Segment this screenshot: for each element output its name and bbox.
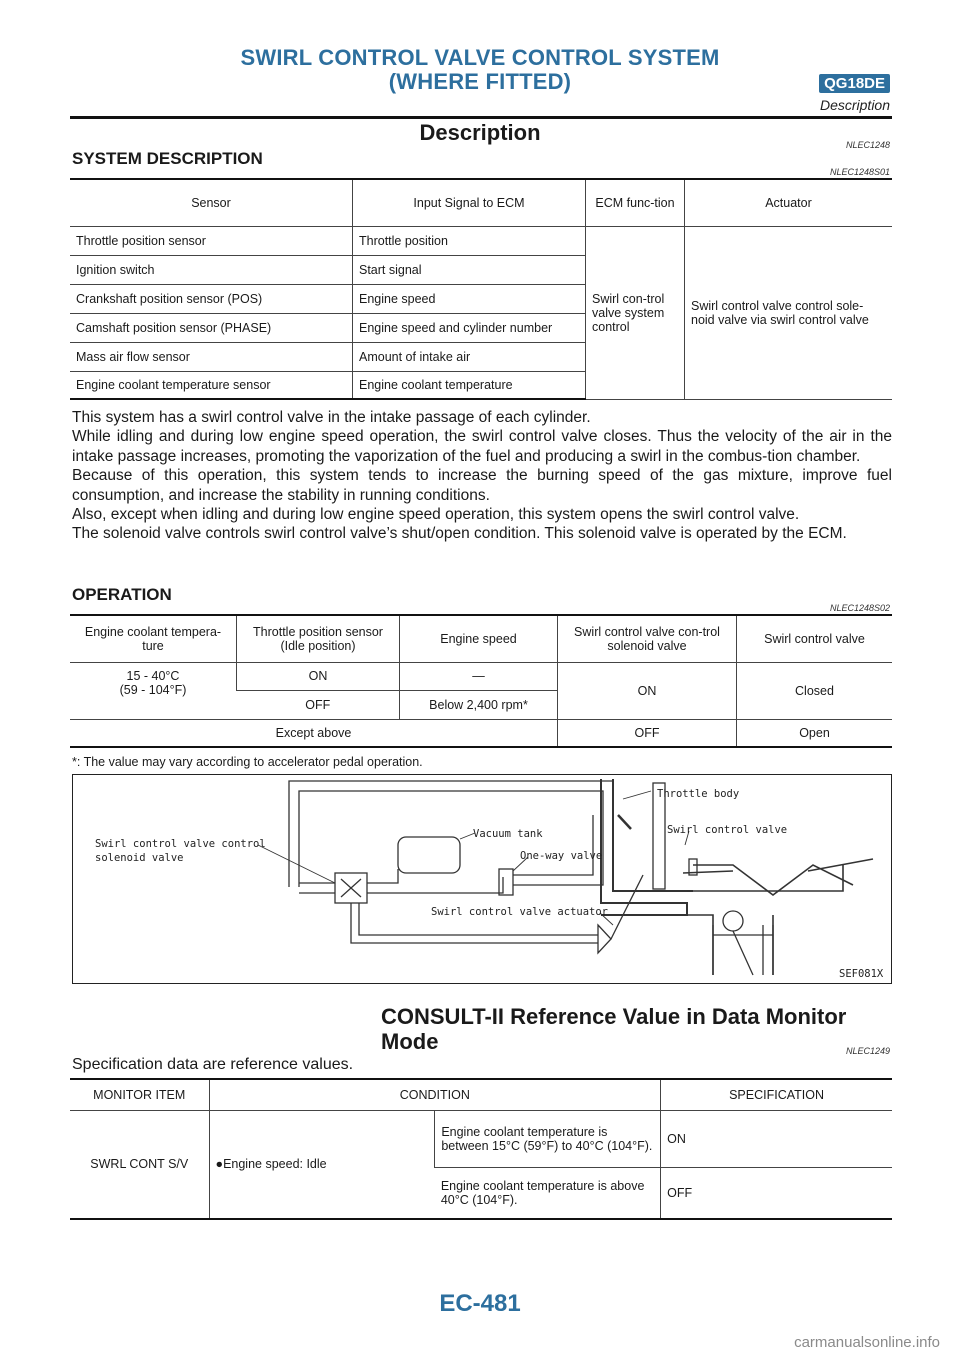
sensor-cell: Throttle position sensor (70, 226, 353, 255)
operation-code: NLEC1248S02 (829, 603, 890, 613)
paragraph: Also, except when idling and during low engine speed operation, this system opens the swirl control valve. (72, 506, 800, 524)
operation-footnote: *: The value may vary according to accelerator pedal operation. (72, 755, 423, 769)
signal-cell: Engine coolant temperature (353, 371, 586, 399)
signal-cell: Start signal (353, 255, 586, 284)
solenoid-off-cell: OFF (558, 719, 737, 747)
label-swirl-control-valve: Swirl control valve (667, 824, 788, 836)
tps-cell: OFF (237, 690, 400, 719)
spec-cell: OFF (661, 1167, 892, 1219)
sub-condition-cell: Engine coolant temperature is above 40°C (104°F). (435, 1167, 661, 1219)
col-specification: SPECIFICATION (661, 1080, 892, 1110)
valve-open-cell: Open (737, 719, 893, 747)
page-number: EC-481 (439, 1290, 521, 1317)
col-ecm-function: ECM func-tion (586, 180, 685, 226)
header-title-line2: (WHERE FITTED) (388, 69, 572, 94)
label-actuator: Swirl control valve actuator (431, 906, 609, 918)
header-subtitle: Description (819, 97, 890, 113)
sensor-cell: Mass air flow sensor (70, 342, 353, 371)
ecm-function-cell: Swirl con-trol valve system control (586, 226, 685, 399)
oneway-valve-shape (499, 869, 513, 895)
paragraph: Because of this operation, this system tends to increase the burning speed of the gas mixture, improve fuel consumption, and increase the stability in running conditions. (72, 467, 892, 504)
section-title-description: Description (419, 120, 541, 145)
section-code: NLEC1248 (845, 140, 890, 150)
label-solenoid-line1: Swirl control valve control (95, 838, 266, 850)
tps-cell: ON (237, 662, 400, 690)
consult-note: Specification data are reference values. (72, 1056, 354, 1073)
condition-cell (209, 1110, 435, 1219)
signal-cell: Engine speed (353, 284, 586, 313)
actuator-cell: Swirl control valve control sole-noid valve via swirl control valve (685, 226, 893, 399)
col-condition: CONDITION (209, 1080, 661, 1110)
consult-title-line2: Mode (381, 1029, 439, 1054)
sensor-cell: Ignition switch (70, 255, 353, 284)
actuator-shape (598, 925, 611, 953)
col-engine-speed: Engine speed (400, 616, 558, 662)
consult-code: NLEC1249 (845, 1046, 890, 1056)
speed-cell: Below 2,400 rpm* (400, 690, 558, 719)
label-solenoid-line2: solenoid valve (95, 852, 184, 864)
paragraph: While idling and during low engine speed operation, the swirl control valve closes. Thus the velocity of the air in the intake passage increases, promoting the vaporization of the fuel and producing a swirl in the combus-tion chamber. (72, 428, 892, 465)
system-diagram (72, 774, 892, 984)
speed-cell: — (400, 662, 558, 690)
figure-code: SEF081X (839, 968, 884, 980)
bullet-icon: ● (215, 1157, 224, 1172)
col-input-signal: Input Signal to ECM (353, 180, 586, 226)
consult-table (70, 1080, 892, 1220)
signal-cell: Throttle position (353, 226, 586, 255)
paragraph: This system has a swirl control valve in the intake passage of each cylinder. (72, 409, 591, 426)
temp-fahrenheit: (59 - 104°F) (119, 682, 187, 697)
watermark: carmanualsonline.info (794, 1334, 940, 1351)
col-actuator: Actuator (685, 180, 893, 226)
sensor-cell: Crankshaft position sensor (POS) (70, 284, 353, 313)
col-sensor: Sensor (70, 180, 353, 226)
coolant-temp-cell (70, 662, 237, 719)
label-throttle-body: Throttle body (657, 788, 740, 800)
monitor-item-cell: SWRL CONT S/V (70, 1110, 209, 1219)
label-oneway-valve: One-way valve (520, 850, 603, 862)
signal-cell: Engine speed and cylinder number (353, 313, 586, 342)
table-header-row (70, 1080, 892, 1110)
paragraph: The solenoid valve controls swirl control valve’s shut/open condition. This solenoid valve is operated by the ECM. (72, 525, 847, 543)
page-header-title (0, 46, 960, 94)
model-badge: QG18DE (819, 74, 890, 93)
spec-cell: ON (661, 1110, 892, 1167)
col-monitor-item: MONITOR ITEM (70, 1080, 209, 1110)
signal-cell: Amount of intake air (353, 342, 586, 371)
operation-table (70, 616, 892, 748)
table-row (70, 662, 892, 690)
label-vacuum-tank: Vacuum tank (473, 828, 543, 840)
consult-title (381, 1004, 846, 1054)
sub-condition-cell: Engine coolant temperature is between 15°C (59°F) to 40°C (104°F). (435, 1110, 661, 1167)
table-row (70, 719, 892, 747)
diagram-svg (73, 775, 891, 983)
temp-celsius: 15 - 40°C (126, 668, 180, 683)
system-description-text (72, 408, 892, 544)
except-above-cell: Except above (70, 719, 558, 747)
header-rule (70, 116, 892, 119)
col-coolant-temp: Engine coolant tempera-ture (70, 616, 237, 662)
system-description-code: NLEC1248S01 (829, 167, 890, 177)
tube-outer (289, 781, 613, 887)
valve-closed-cell: Closed (737, 662, 893, 719)
col-swirl-valve: Swirl control valve (737, 616, 893, 662)
piston-pin-shape (723, 911, 743, 931)
table-row (70, 1110, 892, 1167)
solenoid-on-cell: ON (558, 662, 737, 719)
consult-title-line1: CONSULT-II Reference Value in Data Monitor (381, 1004, 847, 1029)
operation-heading: OPERATION (72, 585, 172, 604)
col-throttle-sensor: Throttle position sensor (Idle position) (237, 616, 400, 662)
header-title-line1: SWIRL CONTROL VALVE CONTROL SYSTEM (240, 45, 720, 70)
vacuum-tank-shape (398, 837, 460, 873)
sensor-cell: Engine coolant temperature sensor (70, 371, 353, 399)
condition-text: Engine speed: Idle (223, 1157, 327, 1172)
table-header-row (70, 180, 892, 226)
sensor-cell: Camshaft position sensor (PHASE) (70, 313, 353, 342)
table-header-row (70, 616, 892, 662)
table-row (70, 226, 892, 255)
col-solenoid: Swirl control valve con-trol solenoid valve (558, 616, 737, 662)
system-description-heading: SYSTEM DESCRIPTION (72, 149, 263, 168)
system-description-table (70, 180, 892, 400)
